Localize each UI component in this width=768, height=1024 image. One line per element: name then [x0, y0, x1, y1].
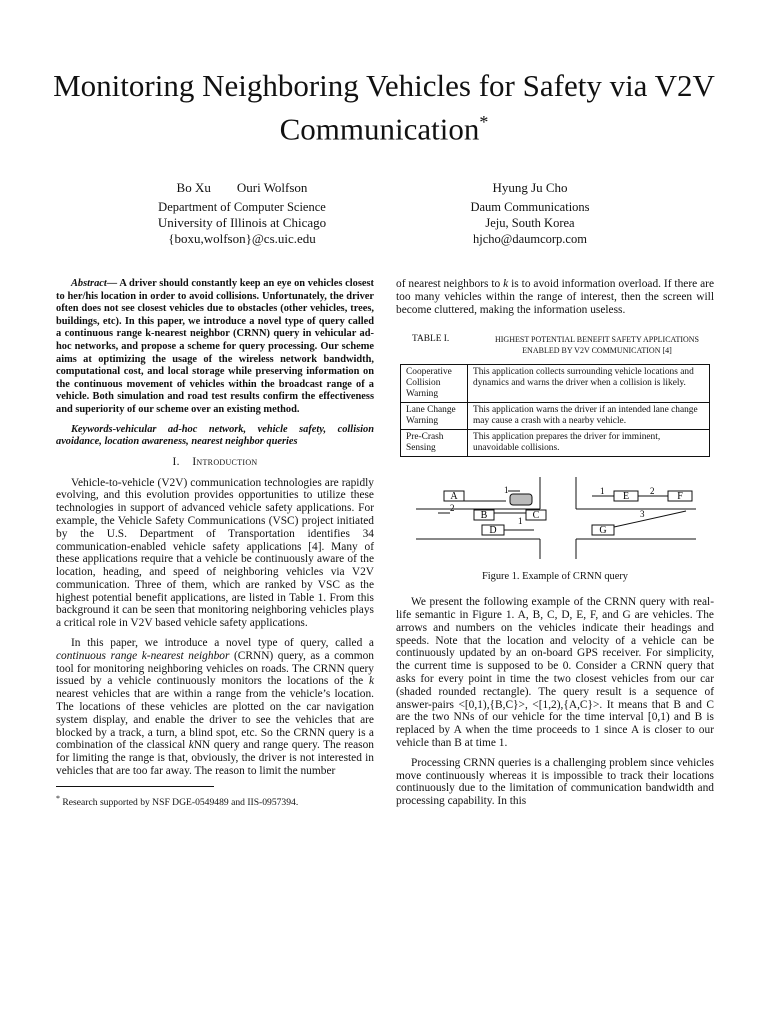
speed-label: 3 [640, 509, 645, 520]
abstract-text: A driver should constantly keep an eye on vehicles closest to her/his location in order to avoid collisions. Unfortunately, the driver often does not see closest vehicles due to obstacles (other vehicles, trees, buildings, etc). In this paper, we introduce a novel type of query called a continuous range k-nearest neighbor (CRNN) query in vehicular ad-hoc networks, and propose a scheme for query processing. Our scheme aims at optimizing the usage of the wireless network bandwidth, computational cost, and local storage while preserving information on the continuous movement of vehicles within the broadcast range of a vehicle. Both simulation and road test results confirm the effectiveness and superiority of our scheme over an existing method. [56, 278, 374, 415]
table-row [401, 365, 710, 403]
table-cell-desc: This application collects surrounding vehicle locations and dynamics and warns the driver when a collision is likely. [468, 365, 710, 403]
speed-label: 1 [504, 485, 509, 496]
figure-1 [396, 467, 714, 559]
abstract-label: Abstract— [71, 278, 118, 289]
safety-applications-table [400, 364, 710, 457]
intro-paragraph-1: Vehicle-to-vehicle (V2V) communication technologies are rapidly evolving, and this evolution provides opportunities to utilize these technologies in support of advanced vehicle safety applications. For example, the Vehicle Safety Communications (VSC) project initiated by the U.S. Department of Transportation identifies 34 communication-enabled vehicle safety applications [4]. Many of these applications require that a vehicle be continuously aware of the location, heading, and speed of neighboring vehicles via V2V communication. Three of them, which are ranked by VSC as the highest potential benefit applications, are listed in Table 1. From this background it can be seen that monitoring neighboring vehicles plays a critical role in V2V based vehicle safety applications. [56, 476, 374, 630]
author-names-left: Bo Xu Ouri Wolfson [176, 180, 308, 195]
title-line-2: Communication* [279, 111, 489, 147]
table-row [401, 403, 710, 430]
keywords: Keywords-vehicular ad-hoc network, vehicle safety, collision avoidance, location awareness, nearest neighbor queries [56, 423, 374, 448]
left-column [56, 278, 374, 810]
table-label: TABLE I. [412, 334, 450, 345]
speed-label: 2 [650, 486, 655, 497]
author-names-right: Hyung Ju Cho [492, 180, 568, 195]
author-block-left [92, 180, 392, 247]
vehicle-f-label: F [677, 491, 683, 503]
our-car [510, 494, 532, 505]
vehicle-d-label: D [489, 525, 497, 537]
section-title: Introduction [192, 455, 258, 468]
vehicle-g-label: G [599, 525, 607, 537]
footnote: * Research supported by NSF DGE-0549489 and IIS-0957394. [56, 793, 299, 809]
speed-label: 1 [518, 516, 523, 527]
table-caption-text: HIGHEST POTENTIAL BENEFIT SAFETY APPLICATIONS ENABLED BY V2V COMMUNICATION [4] [494, 335, 699, 356]
table-cell-desc: This application warns the driver if an intended lane change may cause a crash with a nearby vehicle. [468, 403, 710, 430]
table-caption [396, 334, 714, 356]
table-cell-app: Lane Change Warning [401, 403, 468, 430]
vehicle-b-label: B [480, 510, 488, 522]
table-row [401, 430, 710, 457]
title-footnote-mark: * [479, 112, 489, 132]
intro-paragraph-2: In this paper, we introduce a novel type of query, called a continuous range k-nearest neighbor (CRNN) query, as a common tool for monitoring neighboring vehicles on roads. The CRNN query issued by a vehicle continuously monitors the locations of the k nearest vehicles that are within a range from the vehicle’s location. The locations of these vehicles are plotted on the car navigation system display, and enable the driver to see the vehicles that are blocked by a track, a turn, a blind spot, etc. So the CRNN query is a combination of the classical kNN query and range query. The reason for limiting the range is that, obviously, the driver is not interested in vehicles that are too far away. The reason to limit the number [56, 637, 374, 778]
vehicle-a-label: A [450, 491, 458, 503]
table-cell-app: Pre-Crash Sensing [401, 430, 468, 457]
heading-arrow [614, 511, 686, 527]
right-column [396, 278, 714, 815]
paper-title [40, 68, 728, 147]
section-heading: I. Introduction [172, 455, 258, 468]
author-org: Daum Communications [470, 200, 590, 214]
title-line-1: Monitoring Neighboring Vehicles for Safety via V2V [53, 68, 715, 103]
vehicle-c-label: C [532, 510, 540, 522]
speed-label: 1 [600, 486, 605, 497]
paragraph-challenge: Processing CRNN queries is a challenging problem since vehicles move continuously whereas it is impossible to track their locations continuously due to the limitation of communication bandwidth and processing capability. In this [396, 756, 714, 808]
author-email-right: hjcho@daumcorp.com [473, 232, 587, 246]
speed-label: 2 [450, 503, 455, 514]
paragraph-continued: of nearest neighbors to k is to avoid information overload. If there are too many vehicles within the range of interest, then the screen will become cluttered, making the information useless. [396, 278, 715, 316]
crnn-road-diagram [396, 467, 714, 559]
author-univ: University of Illinois at Chicago [157, 215, 327, 230]
paragraph-example: We present the following example of the CRNN query with real-life semantic in Figure 1. A, B, C, D, E, F, and G are vehicles. The arrows and numbers on the vehicles indicate their headings and speeds. Note that the location and velocity of a vehicle can be continuously updated by an on-board GPS receiver. For simplicity, the current time is supposed to be 0. Consider a CRNN query that asks for every point in time the two closest vehicles from our car (shaded rounded rectangle). The query result is a sequence of answer-pairs <[0,1),{B,C}>, <[1,2),{A,C}>. It means that B and C are the two NNs of our vehicle for the time interval [0,1) and B is replaced by A when the time proceeds to 1 since A is closer to our vehicle than B at time 1. [396, 596, 714, 749]
author-loc: Jeju, South Korea [485, 216, 575, 230]
vehicle-e-label: E [622, 491, 630, 503]
author-dept: Department of Computer Science [158, 200, 326, 214]
crnn-term: continuous range k-nearest neighbor [56, 649, 230, 662]
footnote-rule [56, 786, 214, 787]
figure-caption: Figure 1. Example of CRNN query [481, 571, 629, 583]
abstract [56, 278, 374, 417]
author-block-right [430, 180, 630, 247]
table-cell-app: Cooperative Collision Warning [401, 365, 468, 403]
author-email-left: {boxu,wolfson}@cs.uic.edu [168, 231, 316, 246]
table-cell-desc: This application prepares the driver for imminent, unavoidable collisions. [468, 430, 710, 457]
